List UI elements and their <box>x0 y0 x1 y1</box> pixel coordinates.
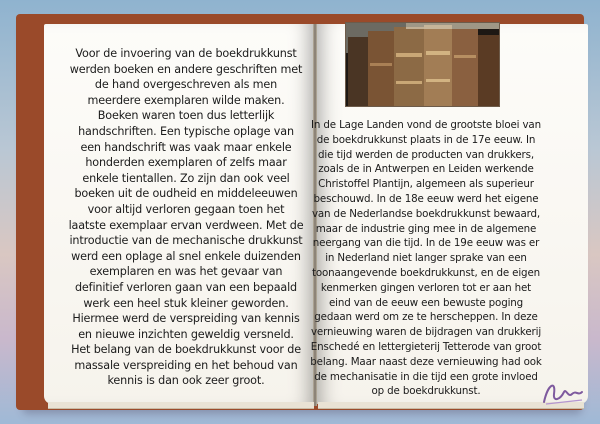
old-books-illustration <box>346 23 499 106</box>
artist-signature <box>538 376 588 408</box>
old-books-photo <box>345 22 500 107</box>
left-page-edges <box>48 402 314 409</box>
right-page-text: In de Lage Landen vond de grootste bloei van de boekdrukkunst plaats in de 17e eeuw. In die tijd werden de producten van drukkers, zoals de in Antwerpen en Leiden werkende Christoffel Plantijn, algemeen als superieur beschouwd. In de 18e eeuw werd het eigene van de Nederlandse boekdrukkunst bewaard, maar de industrie ging mee in de algemene neergang van die tijd. In de 19e eeuw was er in Nederland niet langer sprake van een toonaangevende boekdrukkunst, en de eigen kenmerken gingen verloren tot er aan het eind van de eeuw een bewuste poging gedaan werd om ze te herscheppen. In deze vernieuwing waren de bijdragen van drukkerij Enschedé en lettergieterij Tetterode van groot belang. Maar naast deze vernieuwing had ook de mechanisatie in die tijd een grote invloed op de boekdrukkunst. <box>310 119 542 398</box>
signature-icon <box>538 376 588 408</box>
left-page-text: Voor de invoering van de boekdrukkunst werden boeken en andere geschriften met de hand overgeschreven als men meerdere exemplaren wilde maken. Boeken waren toen dus letterlijk handschriften. Een typische oplage van een handschrift was vaak maar enkele honderden exemplaren of zelfs maar enkele tientallen. Zo zijn dan ook veel boeken uit de oudheid en middeleeuwen voor altijd verloren gegaan toen het laatste exemplaar ervan verdween. Met de introductie van de mechanische drukkunst werd een oplage al snel enkele duizenden exemplaren en was het gevaar van definitief verloren gaan van een bepaald werk een heel stuk kleiner geworden. Hiermee werd de verspreiding van kennis en nieuwe inzichten geweldig versneld. Het belang van de boekdrukkunst voor de massale verspreiding en het behoud van kennis is dan ook zeer groot. <box>68 47 304 388</box>
